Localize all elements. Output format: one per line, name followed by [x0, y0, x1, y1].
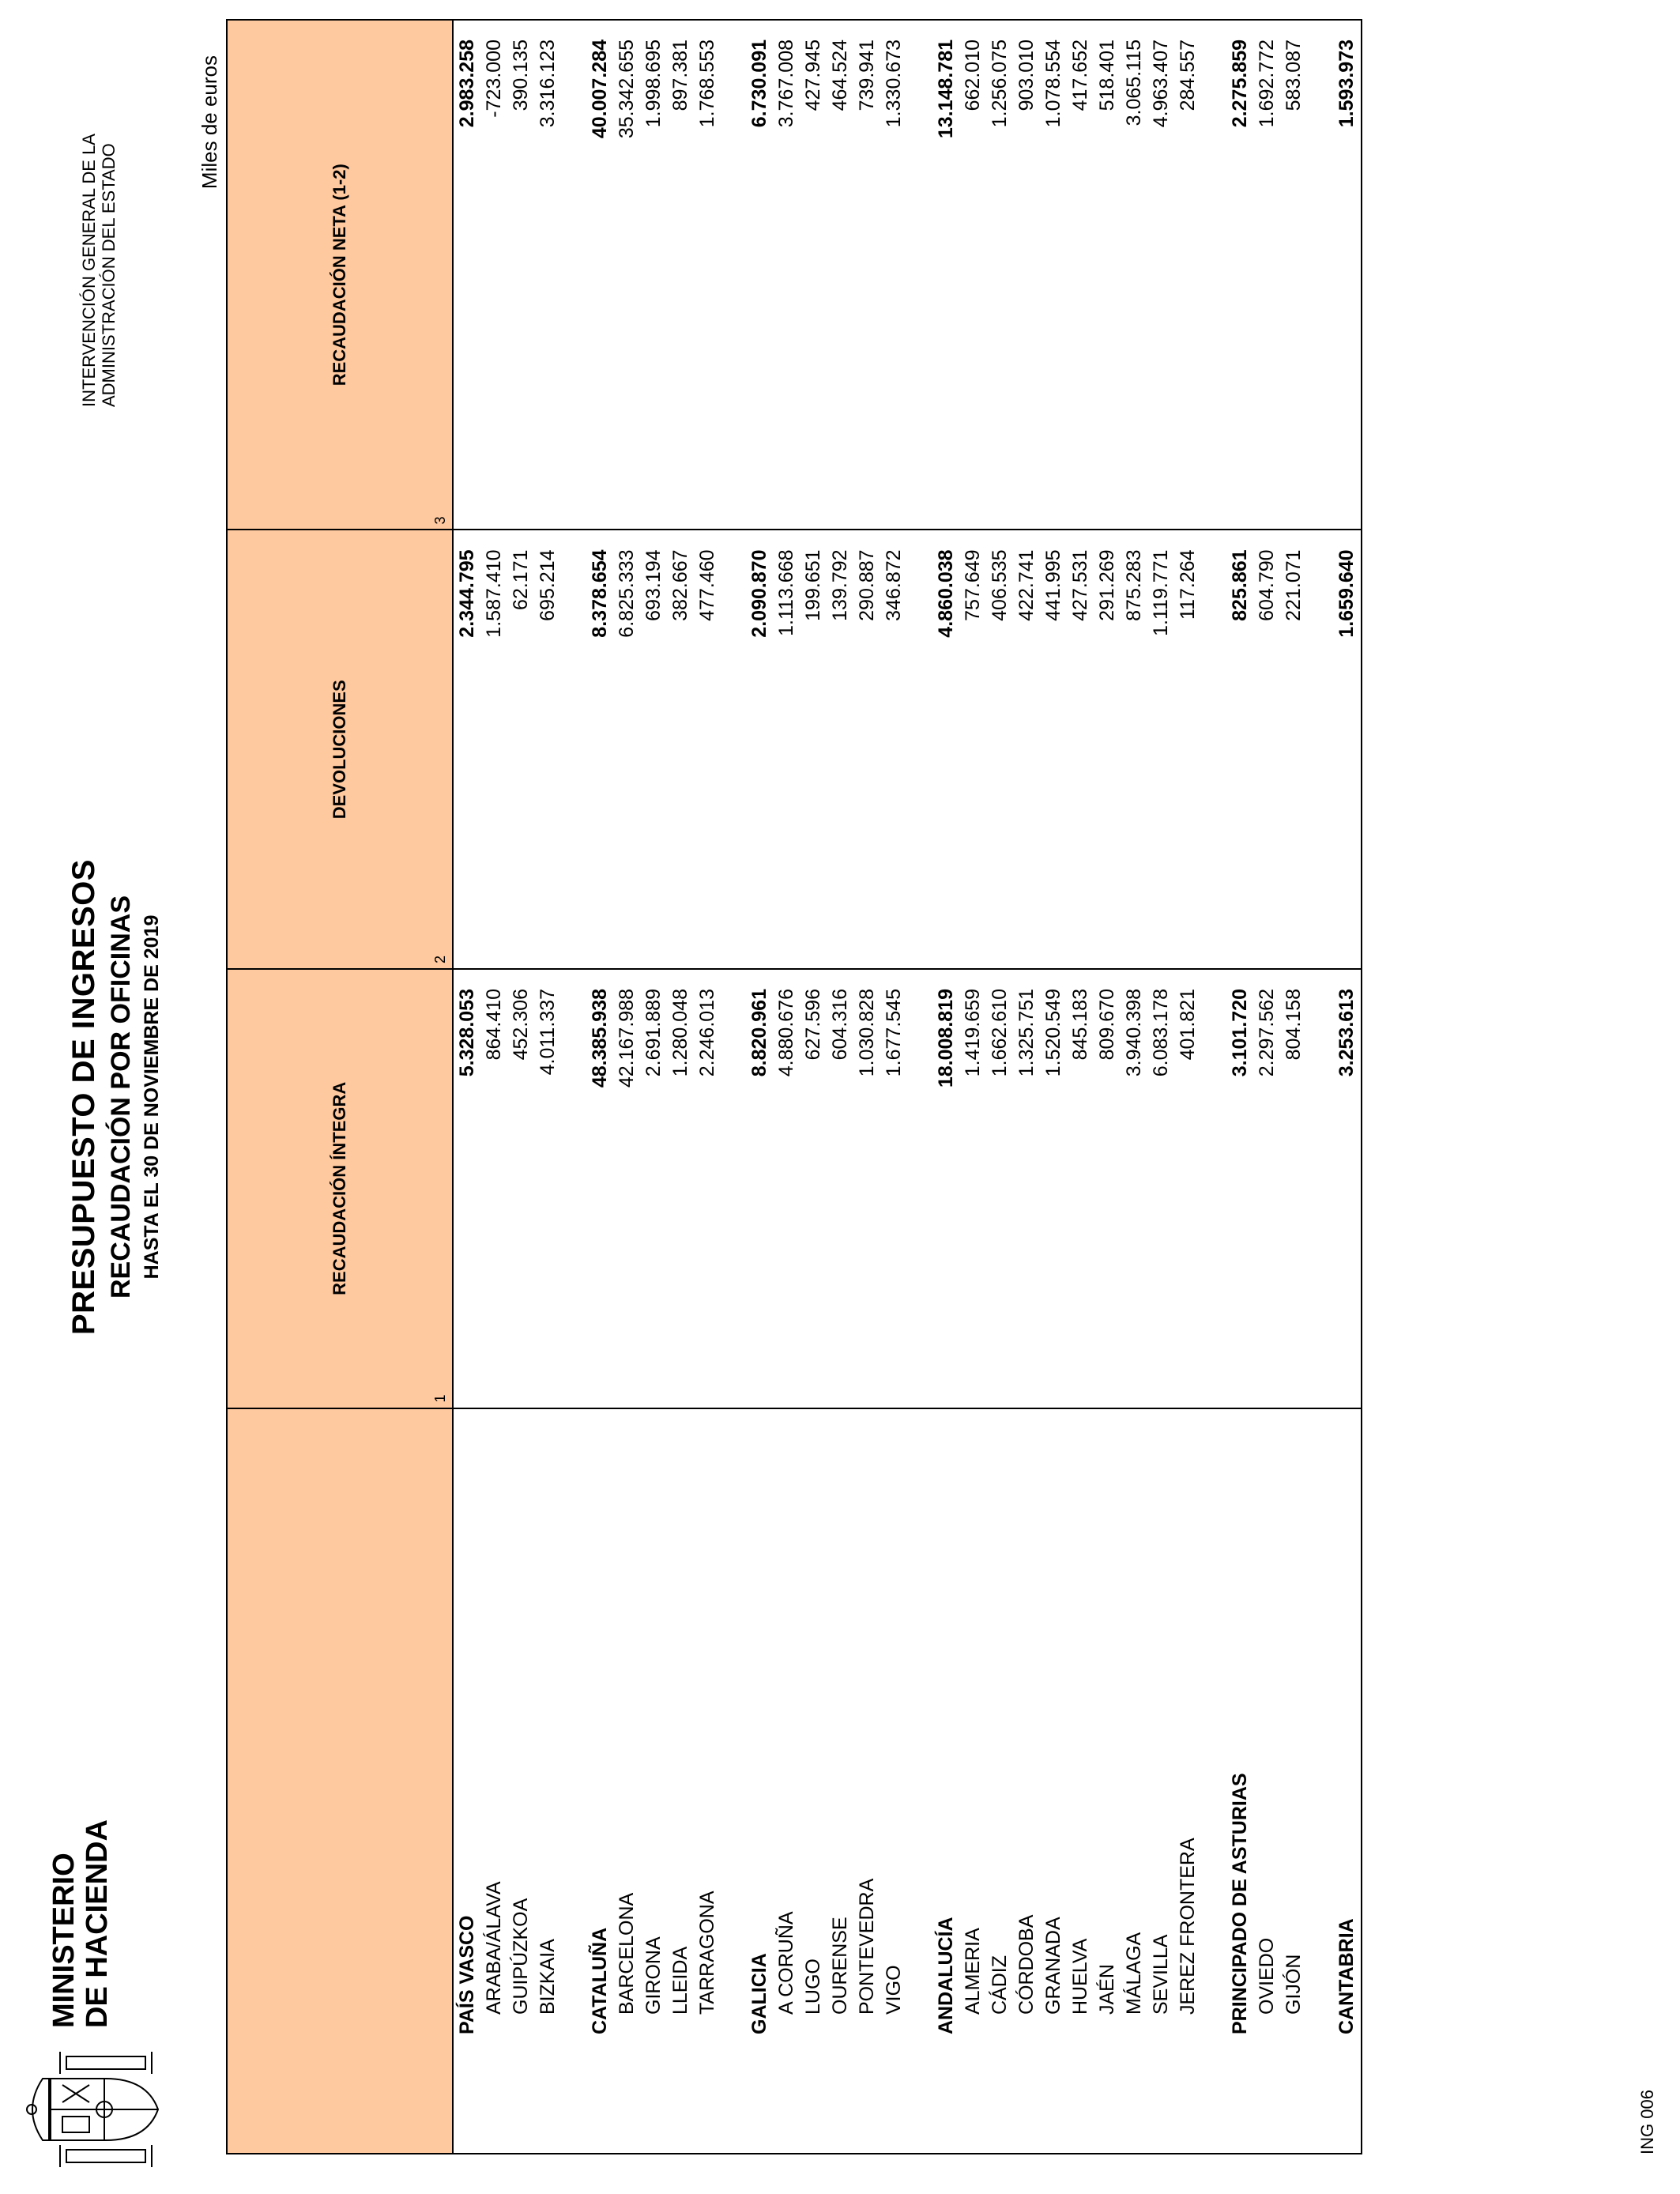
neta-value-cell: 284.557 [1174, 20, 1201, 530]
office-name-cell: LUGO [800, 1408, 827, 2154]
office-name-cell: MÁLAGA [1121, 1408, 1147, 2154]
office-row [1040, 20, 1067, 2154]
spacer-cell [561, 20, 586, 530]
integra-value-cell: 42.167.988 [613, 969, 640, 1408]
neta-value-cell: 464.524 [827, 20, 853, 530]
integra-value-cell: 804.158 [1280, 969, 1307, 1408]
office-name-cell: GRANADA [1040, 1408, 1067, 2154]
office-name-cell: VIGO [880, 1408, 907, 2154]
office-name-cell: ARABA/ÁLAVA [480, 1408, 507, 2154]
integra-value-cell: 1.030.828 [853, 969, 880, 1408]
column-number: 2 [432, 956, 448, 964]
devoluciones-value-cell: 4.860.038 [932, 530, 959, 969]
devoluciones-value-cell: 875.283 [1121, 530, 1147, 969]
column-number: 3 [432, 516, 448, 525]
neta-value-cell: 390.135 [507, 20, 534, 530]
neta-value-cell: 1.768.553 [694, 20, 721, 530]
spacer-cell [721, 1408, 746, 2154]
ministry-line-1: MINISTERIO [47, 1853, 81, 2028]
spacer-cell [561, 1408, 586, 2154]
region-total-row [453, 20, 480, 2154]
office-row [1174, 20, 1201, 2154]
devoluciones-value-cell: 291.269 [1094, 530, 1121, 969]
neta-value-cell: 6.730.091 [746, 20, 773, 530]
office-row [534, 20, 561, 2154]
office-name-cell: A CORUÑA [773, 1408, 800, 2154]
devoluciones-value-cell: 1.113.668 [773, 530, 800, 969]
devoluciones-value-cell: 2.344.795 [453, 530, 480, 969]
office-name-cell: CÁDIZ [986, 1408, 1013, 2154]
office-row [827, 20, 853, 2154]
devoluciones-value-cell: 117.264 [1174, 530, 1201, 969]
spacer-cell [907, 1408, 932, 2154]
devoluciones-value-cell: 406.535 [986, 530, 1013, 969]
office-name-cell: CATALUÑA [586, 1408, 613, 2154]
spacer-cell [1307, 1408, 1332, 2154]
region-total-row [1226, 20, 1253, 2154]
neta-value-cell: 662.010 [959, 20, 986, 530]
office-name-cell: GIJÓN [1280, 1408, 1307, 2154]
neta-value-cell: 1.256.075 [986, 20, 1013, 530]
office-name-cell: HUELVA [1067, 1408, 1094, 2154]
integra-value-cell: 2.297.562 [1253, 969, 1280, 1408]
neta-value-cell: 1.692.772 [1253, 20, 1280, 530]
office-row [1280, 20, 1307, 2154]
neta-value-cell: 427.945 [800, 20, 827, 530]
neta-value-cell: 3.316.123 [534, 20, 561, 530]
office-name-cell: PAÍS VASCO [453, 1408, 480, 2154]
spacer-cell [907, 969, 932, 1408]
devoluciones-value-cell: 8.378.654 [586, 530, 613, 969]
devoluciones-value-cell: 6.825.333 [613, 530, 640, 969]
spacer-row [721, 20, 746, 2154]
office-name-cell: CANTABRIA [1332, 1408, 1362, 2154]
integra-value-cell: 1.662.610 [986, 969, 1013, 1408]
spacer-cell [721, 969, 746, 1408]
spacer-cell [1201, 20, 1226, 530]
integra-value-cell: 809.670 [1094, 969, 1121, 1408]
office-row [480, 20, 507, 2154]
neta-value-cell: 3.767.008 [773, 20, 800, 530]
devoluciones-value-cell: 477.460 [694, 530, 721, 969]
table-header-row [227, 20, 453, 2154]
revenue-table [226, 19, 1362, 2154]
office-row [1121, 20, 1147, 2154]
neta-value-cell: 13.148.781 [932, 20, 959, 530]
neta-value-cell: 903.010 [1013, 20, 1040, 530]
neta-value-cell: 1.078.554 [1040, 20, 1067, 530]
integra-value-cell: 3.940.398 [1121, 969, 1147, 1408]
neta-value-cell: 417.652 [1067, 20, 1094, 530]
office-row [986, 20, 1013, 2154]
integra-value-cell: 401.821 [1174, 969, 1201, 1408]
office-name-cell: OURENSE [827, 1408, 853, 2154]
devoluciones-value-cell: 2.090.870 [746, 530, 773, 969]
office-row [613, 20, 640, 2154]
office-row [640, 20, 667, 2154]
devoluciones-value-cell: 382.667 [667, 530, 694, 969]
office-name-cell: ALMERIA [959, 1408, 986, 2154]
neta-value-cell: 897.381 [667, 20, 694, 530]
office-name-cell: TARRAGONA [694, 1408, 721, 2154]
units-label: Miles de euros [198, 55, 221, 190]
devoluciones-value-cell: 825.861 [1226, 530, 1253, 969]
office-row [667, 20, 694, 2154]
integra-value-cell: 4.011.337 [534, 969, 561, 1408]
integra-value-cell: 452.306 [507, 969, 534, 1408]
column-header-devoluciones: DEVOLUCIONES 2 [227, 530, 453, 969]
igae-line-2: ADMINISTRACIÓN DEL ESTADO [99, 143, 119, 407]
office-name-cell: PONTEVEDRA [853, 1408, 880, 2154]
office-name-cell: ANDALUCÍA [932, 1408, 959, 2154]
spacer-cell [721, 20, 746, 530]
neta-value-cell: -723.000 [480, 20, 507, 530]
integra-value-cell: 864.410 [480, 969, 507, 1408]
region-total-row [586, 20, 613, 2154]
integra-value-cell: 1.419.659 [959, 969, 986, 1408]
neta-value-cell: 40.007.284 [586, 20, 613, 530]
devoluciones-value-cell: 422.741 [1013, 530, 1040, 969]
office-name-cell: SEVILLA [1147, 1408, 1174, 2154]
spacer-row [561, 20, 586, 2154]
integra-value-cell: 2.246.013 [694, 969, 721, 1408]
office-name-cell: PRINCIPADO DE ASTURIAS [1226, 1408, 1253, 2154]
integra-value-cell: 604.316 [827, 969, 853, 1408]
devoluciones-value-cell: 346.872 [880, 530, 907, 969]
neta-value-cell: 2.275.859 [1226, 20, 1253, 530]
page-title: PRESUPUESTO DE INGRESOS [66, 859, 101, 1336]
devoluciones-value-cell: 757.649 [959, 530, 986, 969]
ministry-line-2: DE HACIENDA [81, 1819, 114, 2028]
office-row [1013, 20, 1040, 2154]
region-total-row [1332, 20, 1362, 2154]
integra-value-cell: 48.385.938 [586, 969, 613, 1408]
spacer-row [907, 20, 932, 2154]
neta-value-cell: 583.087 [1280, 20, 1307, 530]
neta-value-cell: 739.941 [853, 20, 880, 530]
devoluciones-value-cell: 199.651 [800, 530, 827, 969]
devoluciones-value-cell: 1.587.410 [480, 530, 507, 969]
page-subtitle: RECAUDACIÓN POR OFICINAS [106, 895, 136, 1299]
neta-value-cell: 2.983.258 [453, 20, 480, 530]
office-row [694, 20, 721, 2154]
spacer-cell [1201, 1408, 1226, 2154]
integra-value-cell: 2.691.889 [640, 969, 667, 1408]
office-row [880, 20, 907, 2154]
devoluciones-value-cell: 604.790 [1253, 530, 1280, 969]
column-header-office [227, 1408, 453, 2154]
integra-value-cell: 627.596 [800, 969, 827, 1408]
neta-value-cell: 4.963.407 [1147, 20, 1174, 530]
office-name-cell: CÓRDOBA [1013, 1408, 1040, 2154]
office-name-cell: LLEIDA [667, 1408, 694, 2154]
devoluciones-value-cell: 427.531 [1067, 530, 1094, 969]
integra-value-cell: 4.880.676 [773, 969, 800, 1408]
office-row [1147, 20, 1174, 2154]
neta-value-cell: 1.330.673 [880, 20, 907, 530]
spacer-cell [561, 969, 586, 1408]
neta-value-cell: 518.401 [1094, 20, 1121, 530]
integra-value-cell: 1.280.048 [667, 969, 694, 1408]
office-row [853, 20, 880, 2154]
spacer-row [1201, 20, 1226, 2154]
neta-value-cell: 3.065.115 [1121, 20, 1147, 530]
devoluciones-value-cell: 221.071 [1280, 530, 1307, 969]
office-name-cell: GUIPÚZKOA [507, 1408, 534, 2154]
spacer-cell [561, 530, 586, 969]
devoluciones-value-cell: 1.659.640 [1332, 530, 1362, 969]
integra-value-cell: 3.253.613 [1332, 969, 1362, 1408]
devoluciones-value-cell: 62.171 [507, 530, 534, 969]
spacer-cell [1307, 969, 1332, 1408]
neta-value-cell: 1.593.973 [1332, 20, 1362, 530]
office-name-cell: BIZKAIA [534, 1408, 561, 2154]
office-row [959, 20, 986, 2154]
spacer-row [1307, 20, 1332, 2154]
devoluciones-value-cell: 441.995 [1040, 530, 1067, 969]
office-row [1253, 20, 1280, 2154]
spacer-cell [1201, 969, 1226, 1408]
devoluciones-value-cell: 290.887 [853, 530, 880, 969]
igae-label [79, 43, 119, 407]
office-name-cell: GIRONA [640, 1408, 667, 2154]
region-total-row [932, 20, 959, 2154]
spacer-cell [1201, 530, 1226, 969]
office-name-cell: JAÉN [1094, 1408, 1121, 2154]
date-line: HASTA EL 30 DE NOVIEMBRE DE 2019 [141, 914, 163, 1280]
integra-value-cell: 18.008.819 [932, 969, 959, 1408]
office-row [1094, 20, 1121, 2154]
office-row [507, 20, 534, 2154]
igae-line-1: INTERVENCIÓN GENERAL DE LA [79, 134, 99, 407]
spacer-cell [907, 530, 932, 969]
devoluciones-value-cell: 1.119.771 [1147, 530, 1174, 969]
neta-value-cell: 1.998.695 [640, 20, 667, 530]
spacer-cell [1307, 530, 1332, 969]
devoluciones-value-cell: 695.214 [534, 530, 561, 969]
office-row [1067, 20, 1094, 2154]
office-name-cell: JEREZ FRONTERA [1174, 1408, 1201, 2154]
column-number: 1 [432, 1394, 448, 1403]
document-code: ING 006 [1637, 2090, 1657, 2154]
devoluciones-value-cell: 693.194 [640, 530, 667, 969]
column-header-neta: RECAUDACIÓN NETA (1-2) 3 [227, 20, 453, 530]
office-name-cell: OVIEDO [1253, 1408, 1280, 2154]
neta-value-cell: 35.342.655 [613, 20, 640, 530]
spacer-cell [1307, 20, 1332, 530]
region-total-row [746, 20, 773, 2154]
integra-value-cell: 5.328.053 [453, 969, 480, 1408]
devoluciones-value-cell: 139.792 [827, 530, 853, 969]
integra-value-cell: 3.101.720 [1226, 969, 1253, 1408]
integra-value-cell: 845.183 [1067, 969, 1094, 1408]
spacer-cell [907, 20, 932, 530]
table-body [453, 20, 1362, 2154]
office-row [773, 20, 800, 2154]
integra-value-cell: 1.520.549 [1040, 969, 1067, 1408]
integra-value-cell: 8.820.961 [746, 969, 773, 1408]
integra-value-cell: 1.325.751 [1013, 969, 1040, 1408]
integra-value-cell: 6.083.178 [1147, 969, 1174, 1408]
office-row [800, 20, 827, 2154]
column-header-integra: RECAUDACIÓN ÍNTEGRA 1 [227, 969, 453, 1408]
spacer-cell [721, 530, 746, 969]
office-name-cell: BARCELONA [613, 1408, 640, 2154]
office-name-cell: GALICIA [746, 1408, 773, 2154]
integra-value-cell: 1.677.545 [880, 969, 907, 1408]
